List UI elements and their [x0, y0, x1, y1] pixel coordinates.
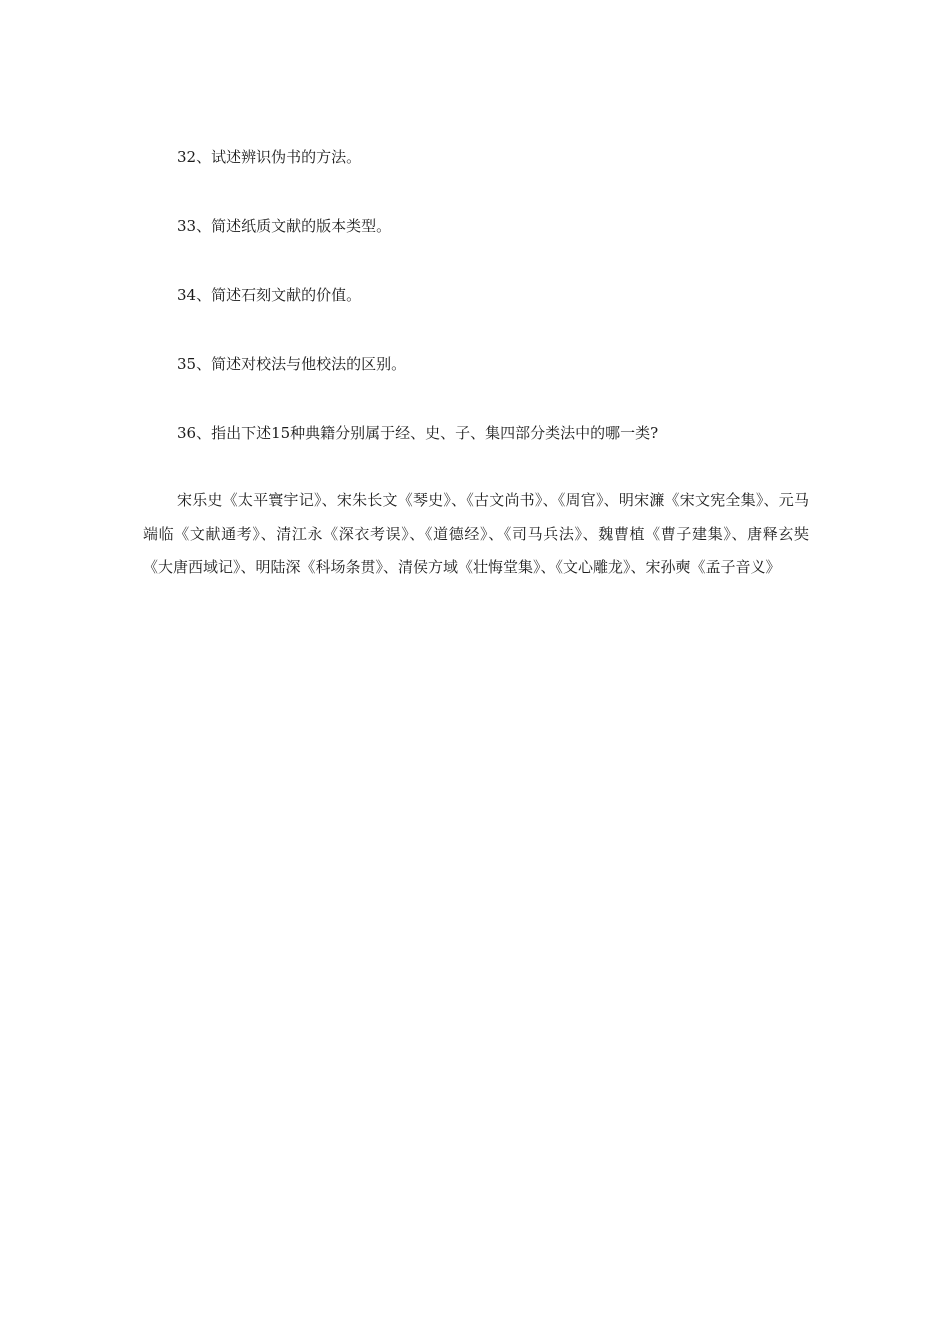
question-36: 36、指出下述15种典籍分别属于经、史、子、集四部分类法中的哪一类?	[177, 424, 659, 442]
book-list-paragraph: 宋乐史《太平寰宇记》、宋朱长文《琴史》、《古文尚书》、《周官》、明宋濂《宋文宪全集》、元马端临《文献通考》、清江永《深衣考误》、《道德经》、《司马兵法》、魏曹植《曹子建集》、唐释玄奘《大唐西域记》、明陆深《科场条贯》、清侯方域《壮悔堂集》、《文心雕龙》、宋孙奭《孟子音义》	[143, 491, 809, 576]
question-35: 35、简述对校法与他校法的区别。	[177, 355, 407, 373]
document-body	[143, 146, 809, 585]
question-33: 33、简述纸质文献的版本类型。	[177, 217, 392, 235]
question-34: 34、简述石刻文献的价值。	[177, 286, 362, 304]
question-32: 32、试述辨识伪书的方法。	[177, 148, 362, 166]
